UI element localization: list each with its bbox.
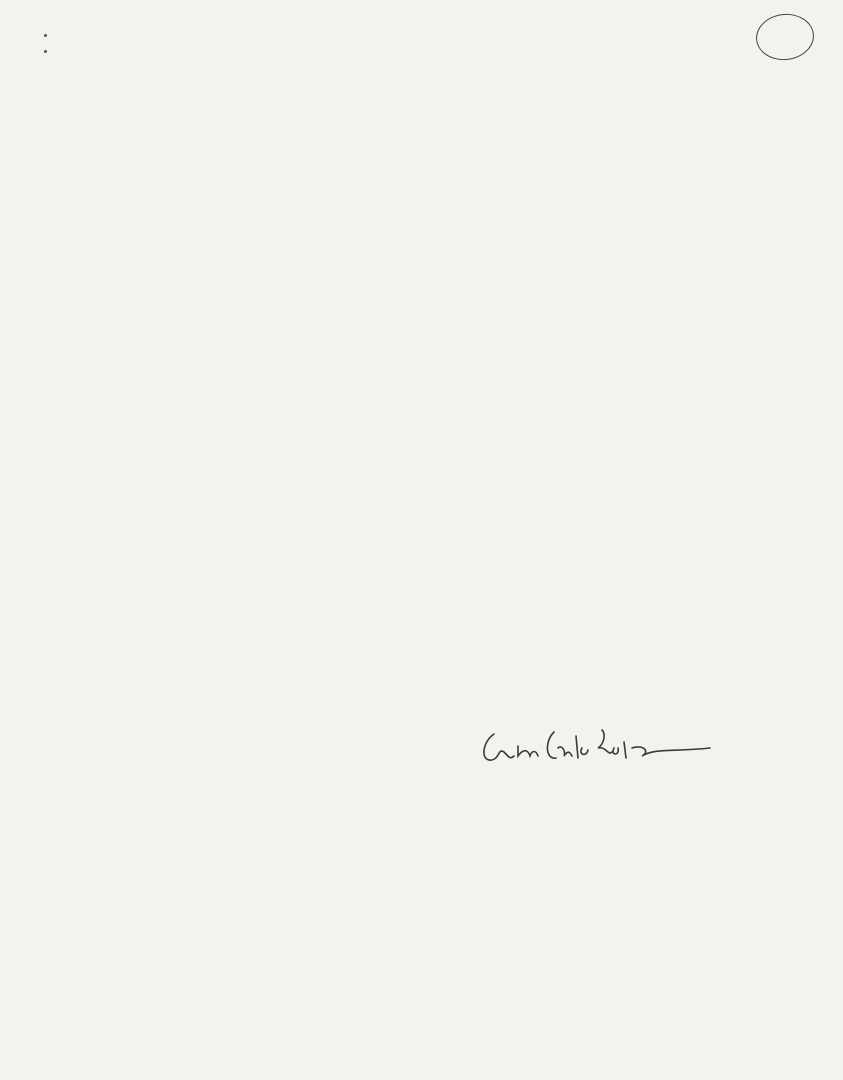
punch-mark (44, 34, 47, 37)
handwritten-signature (474, 722, 724, 772)
punch-mark (44, 50, 47, 53)
archive-stamp (754, 11, 816, 63)
